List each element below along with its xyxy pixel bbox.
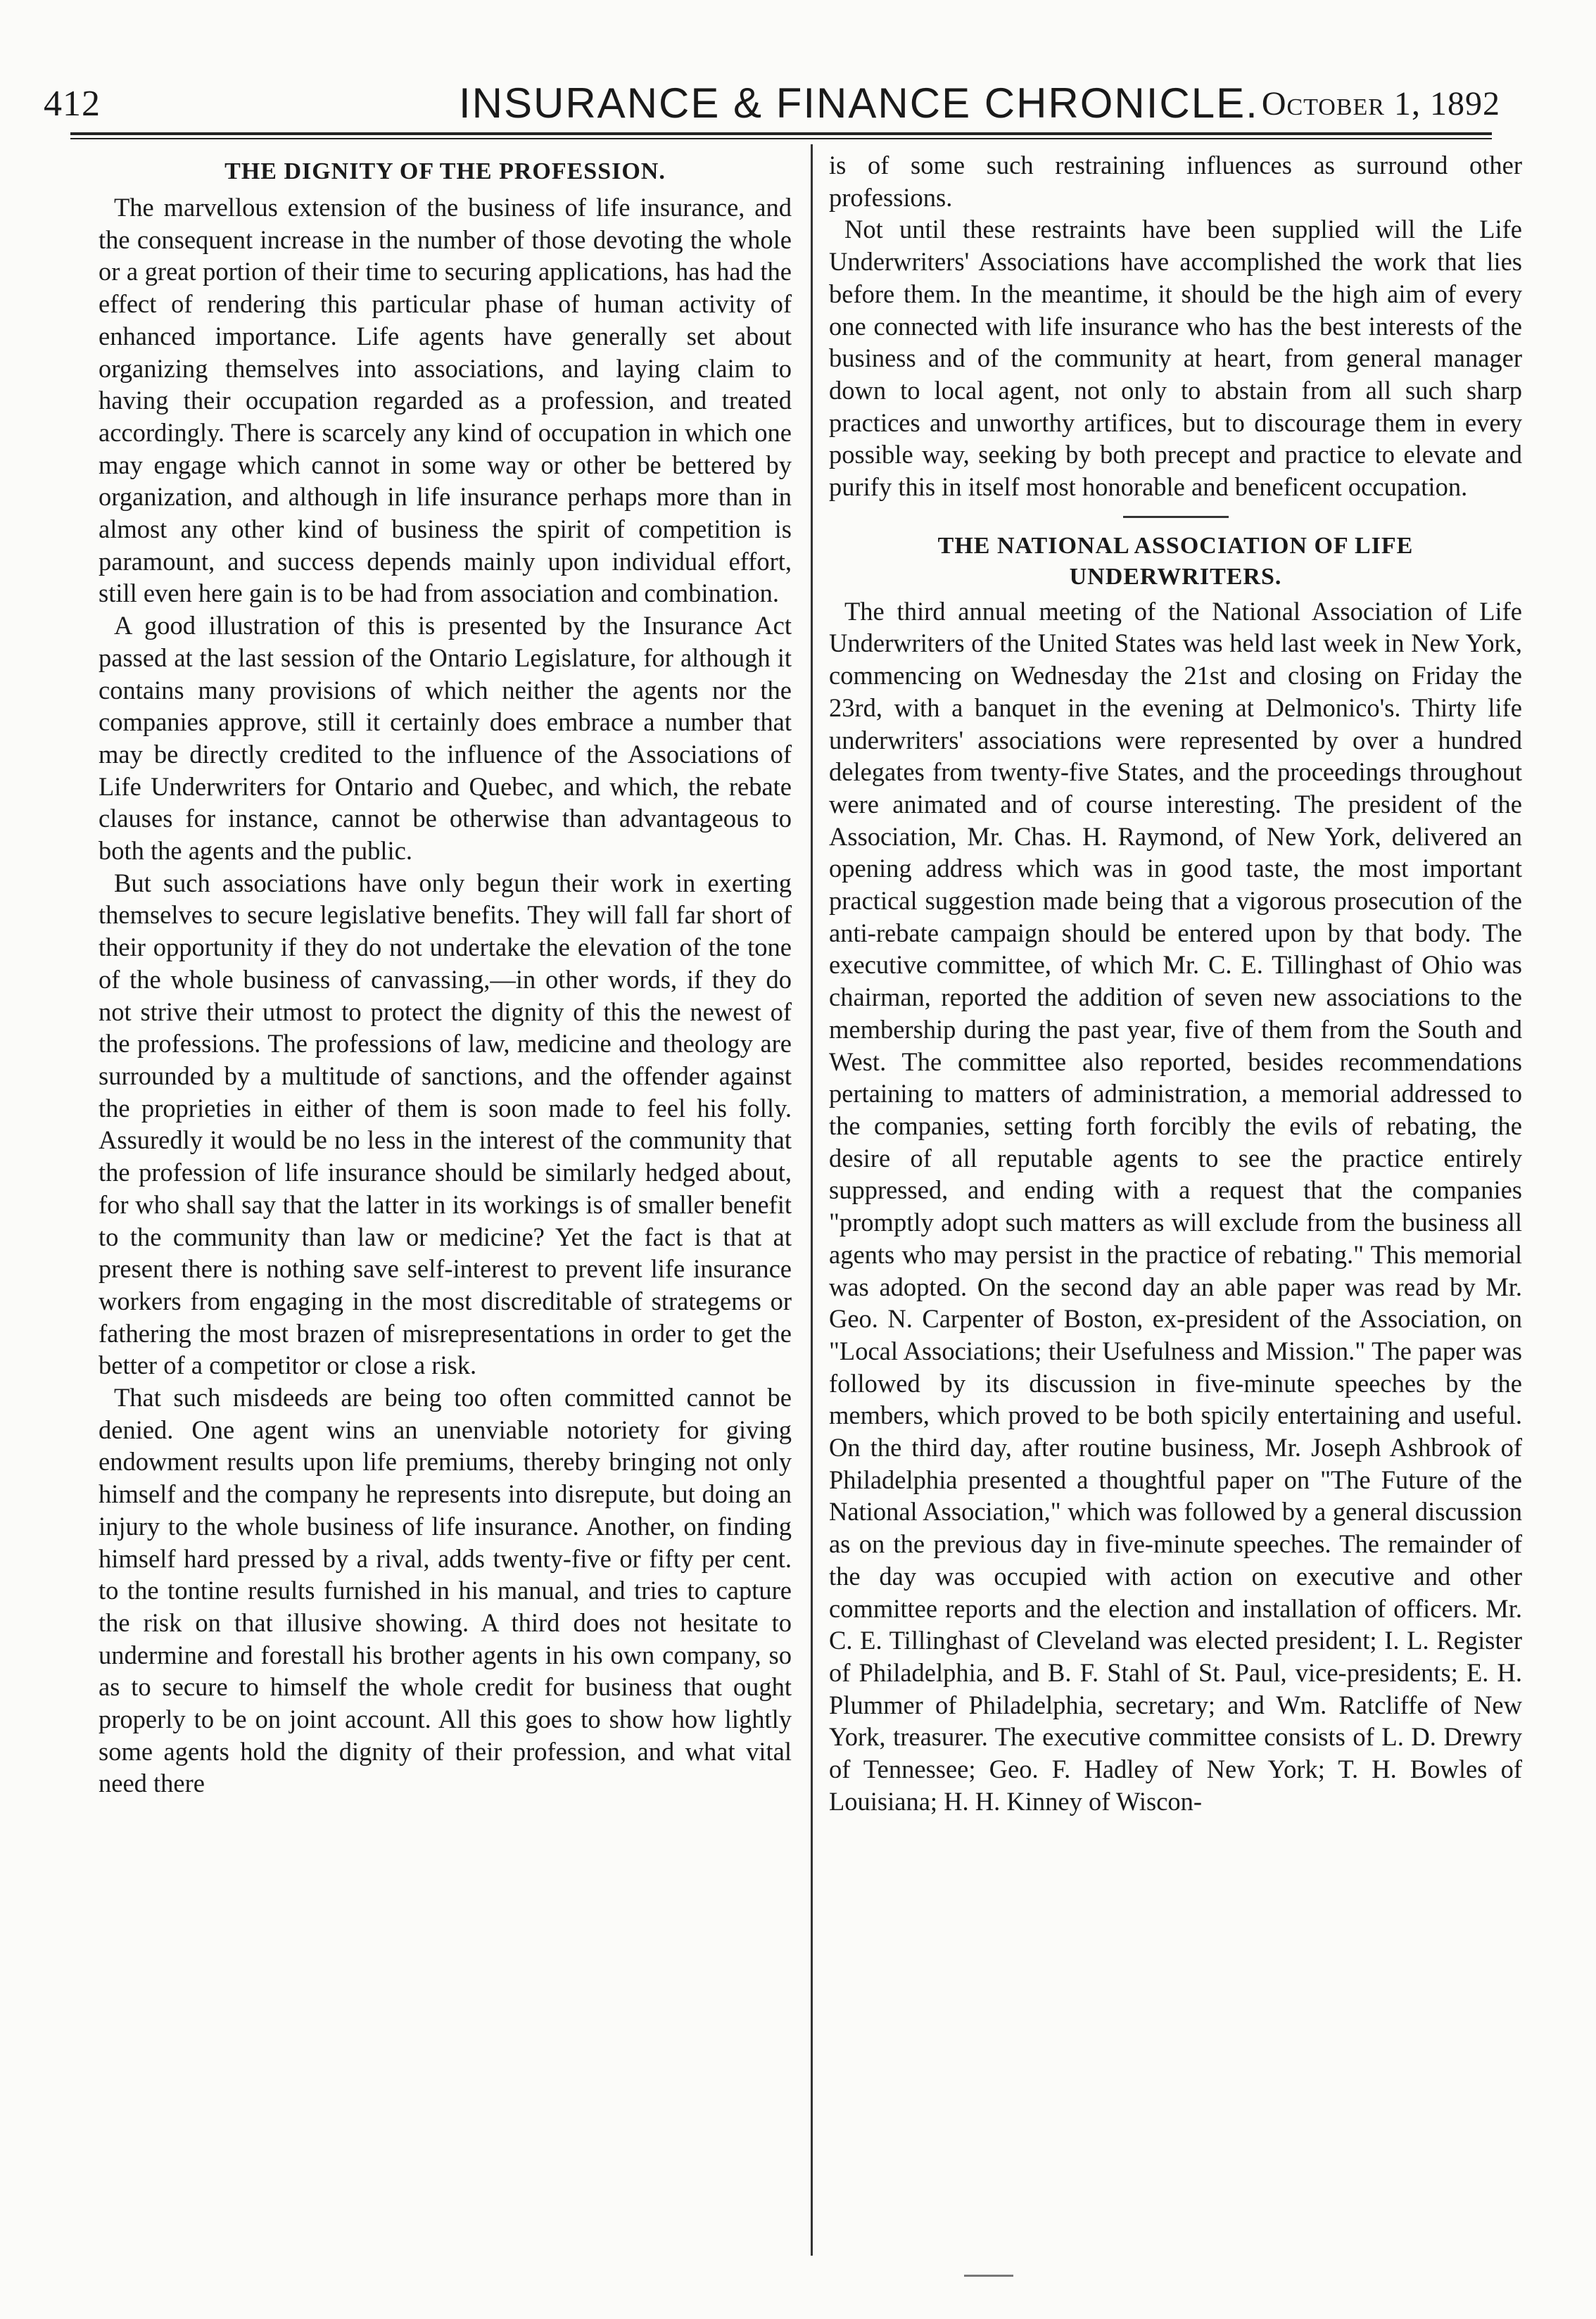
column-divider <box>811 144 813 2256</box>
article-paragraph: But such associations have only begun their work in exerting themselves to secure legislative benefits. They will fall far short of their opportunity if they do not undertake the elevation of the tone of the whole business of canvassing,—in other words, if they do not strive their utmost to protect the dignity of this the newest of the professions. The professions of law, medicine and theology are surrounded by a multitude of sanctions, and the offender against the proprieties in either of them is soon made to feel his folly. Assuredly it would be no less in the interest of the community that the profession of life insurance should be similarly hedged about, for who shall say that the latter in its workings is of smaller benefit to the community than law or medicine? Yet the fact is that at present there is nothing save self-interest to prevent life insurance workers from engaging in the most discreditable of strategems or fathering the most brazen of misrepresentations in order to get the better of a competitor or close a risk. <box>99 868 792 1380</box>
left-column <box>99 149 792 1800</box>
running-head <box>44 79 1500 135</box>
issue-date: October 1, 1892 <box>1261 85 1500 122</box>
header-rule-thin <box>70 138 1492 139</box>
article-continuation: is of some such restraining influences as surround other professions. <box>829 151 1522 212</box>
article-paragraph: The third annual meeting of the National Association of Life Underwriters of the United States was held last week in New York, commencing on Wednesday the 21st and closing on Friday the 23rd, with a banquet in the evening at Delmonico's. Thirty life underwriters' associations were represented by over a hundred delegates from twenty-five States, and the proceedings throughout were animated and of course interesting. The president of the Association, Mr. Chas. H. Raymond, of New York, delivered an opening address which was in good taste, the most important practical suggestion made being that a vigorous prosecution of the anti-rebate campaign should be entered upon by that body. The executive committee, of which Mr. C. E. Tillinghast of Ohio was chairman, reported the addition of seven new associations to the membership during the past year, five of them from the South and West. The committee also reported, besides recommendations pertaining to matters of administration, a memorial addressed to the companies, setting forth forcibly the evils of rebating, the desire of all reputable agents to see the practice entirely suppressed, and ending with a request that the companies "promptly adopt such matters as will exclude from the business all agents who may persist in the practice of rebating." This memorial was adopted. On the second day an able paper was read by Mr. Geo. N. Carpenter of Boston, ex-president of the Association, on "Local Associations; their Usefulness and Mission." The paper was followed by its discussion in five-minute speeches by the members, which proved to be both spicily entertaining and useful. On the third day, after routine business, Mr. Joseph Ashbrook of Philadelphia presented a thoughtful paper on "The Future of the National Association," which was followed by a general discussion as on the previous day in five-minute speeches. The remainder of the day was occupied with action on executive and other committee reports and the election and installation of officers. Mr. C. E. Tillinghast of Cleveland was elected president; I. L. Register of Philadelphia, and B. F. Stahl of St. Paul, vice-presidents; E. H. Plummer of Philadelphia, secretary; and Wm. Ratcliffe of New York, treasurer. The executive committee consists of L. D. Drewry of Tennessee; Geo. F. Hadley of New York; T. H. Bowles of Louisiana; H. H. Kinney of Wiscon- <box>829 596 1522 1816</box>
article-paragraph: The marvellous extension of the business of life insurance, and the consequent increase in the number of those devoting the whole or a great portion of their time to securing applications, has had the effect of rendering this particular phase of human activity of enhanced importance. Life agents have generally set about organizing themselves into associations, and laying claim to having their occupation regarded as a profession, and treated accordingly. There is scarcely any kind of occupation in which one may engage which cannot in some way or other be bettered by organization, and although in life insurance perhaps more than in almost any other kind of business the spirit of competition is paramount, and success depends mainly upon individual effort, still even here gain is to be had from association and combination. <box>99 193 792 608</box>
right-column <box>829 149 1522 1817</box>
header-rule-thick <box>70 132 1492 135</box>
article-headline: THE DIGNITY OF THE PROFESSION. <box>224 158 666 184</box>
footer-mark <box>964 2275 1013 2277</box>
article-headline: THE NATIONAL ASSOCIATION OF LIFE UNDERWRITERS. <box>937 532 1414 590</box>
article-paragraph: Not until these restraints have been supplied will the Life Underwriters' Associations have accomplished the work that lies before them. In the meantime, it should be the high aim of every one connected with life insurance who has the best interests of the business and of the community at heart, from general manager down to local agent, not only to abstain from all such sharp practices and unworthy artifices, but to discourage them in every possible way, seeking by both precept and practice to elevate and purify this in itself most honorable and beneficent occupation. <box>829 215 1522 502</box>
journal-title: INSURANCE & FINANCE CHRONICLE. <box>459 80 1259 127</box>
section-divider <box>1123 516 1229 518</box>
article-paragraph: A good illustration of this is presented by the Insurance Act passed at the last session of the Ontario Legislature, for although it contains many provisions of which neither the agents nor the companies approve, still it certainly does embrace a number that may be directly credited to the influence of the Associations of Life Underwriters for Ontario and Quebec, and which, the rebate clauses for instance, cannot be otherwise than advantageous to both the agents and the public. <box>99 611 792 866</box>
article-paragraph: That such misdeeds are being too often committed cannot be denied. One agent wins an unenviable notoriety for giving endowment results upon life premiums, thereby bringing not only himself and the company he represents into disrepute, but doing an injury to the whole business of life insurance. Another, on finding himself hard pressed by a rival, adds twenty-five or fifty per cent. to the tontine results furnished in his manual, and tries to capture the risk on that illusive showing. A third does not hesitate to undermine and forestall his brother agents in his own company, so as to secure to himself the whole credit for business that ought properly to be on joint account. All this goes to show how lightly some agents hold the dignity of their profession, and what vital need there <box>99 1383 792 1798</box>
page-number: 412 <box>44 84 101 124</box>
